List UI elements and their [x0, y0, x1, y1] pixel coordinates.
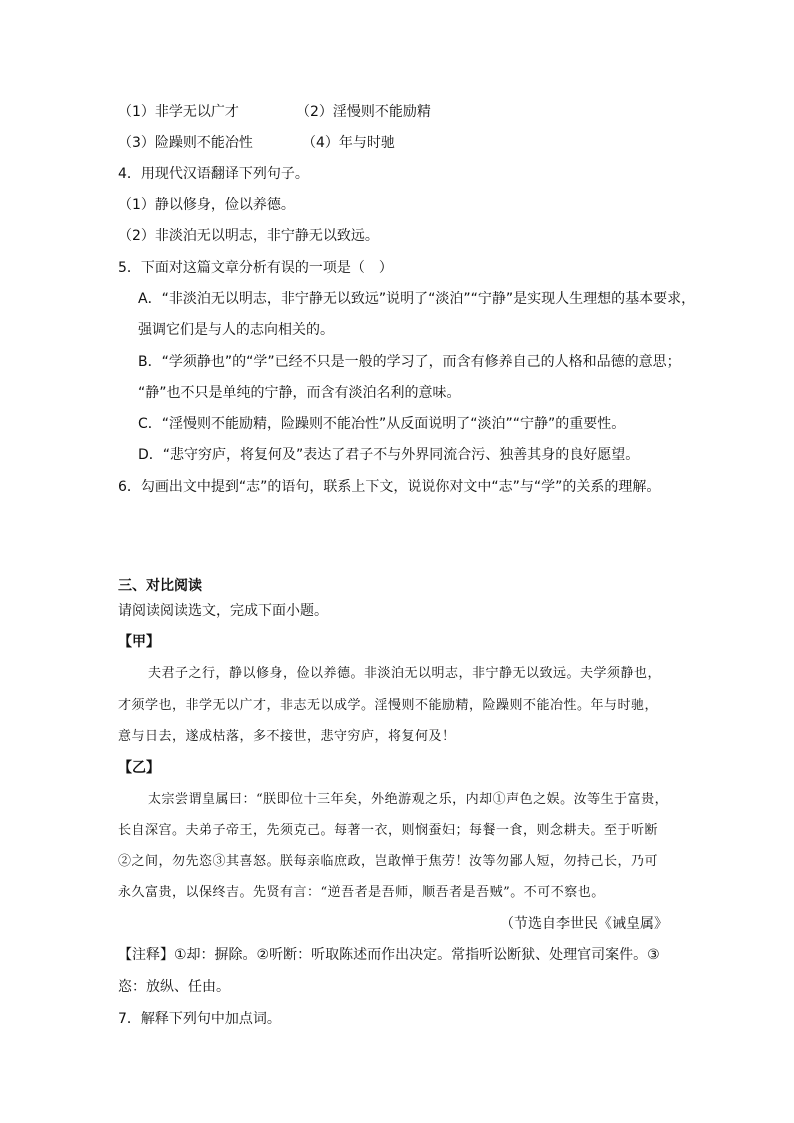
q5-option-d: D．“悲守穷庐，将复何及”表达了君子不与外界同流合污、独善其身的良好愿望。	[138, 447, 640, 463]
section-3-intro: 请阅读阅读选文，完成下面小题。	[118, 603, 328, 619]
q3-options-row-1	[118, 102, 431, 122]
q5-option-b-line-1: B．“学须静也”的“学”已经不只是一般的学习了，而含有修养自己的人格和品德的意思；	[138, 354, 681, 370]
passage-yi-line-2: 长自深宫。夫弟子帝王，先须克己。每著一衣，则悯蚕妇；每餐一食，则念耕夫。至于听断	[118, 823, 659, 838]
q3-option-1: （1）非学无以广才	[118, 104, 239, 120]
passage-yi-line-1: 太宗尝谓皇属曰：“朕即位十三年矣，外绝游观之乐，内却①声色之娱。汝等生于富贵，	[148, 792, 669, 807]
q5-option-b-line-2: “静”也不只是单纯的宁静，而含有淡泊名利的意味。	[138, 385, 461, 401]
q3-option-3: （3）险躁则不能冶性	[118, 135, 253, 151]
q3-option-2: （2）淫慢则不能励精	[296, 104, 431, 120]
q5-option-c: C．“淫慢则不能励精，险躁则不能冶性”从反面说明了“淡泊”“宁静”的重要性。	[138, 416, 626, 432]
q5-option-a-line-2: 强调它们是与人的志向相关的。	[138, 322, 334, 338]
q5-option-a-line-1: A．“非淡泊无以明志，非宁静无以致远”说明了“淡泊”“宁静”是实现人生理想的基本要求，	[138, 291, 696, 307]
passage-jia-line-1: 夫君子之行，静以修身，俭以养德。非淡泊无以明志，非宁静无以致远。夫学须静也，	[148, 666, 662, 681]
q5-stem: 5．下面对这篇文章分析有误的一项是（ ）	[118, 260, 393, 276]
passage-yi-label: 【乙】	[118, 760, 160, 776]
annotation-line-2: 恣：放纵、任由。	[118, 979, 230, 995]
passage-yi-line-3: ②之间，勿先恣③其喜怒。朕每亲临庶政，岂敢惮于焦劳！汝等勿鄙人短，勿持己长，乃可	[118, 854, 659, 869]
passage-jia-label: 【甲】	[118, 634, 160, 650]
passage-jia-line-3: 意与日去，遂成枯落，多不接世，悲守穷庐，将复何及！	[118, 729, 456, 744]
passage-jia-line-2: 才须学也，非学无以广才，非志无以成学。淫慢则不能励精，险躁则不能冶性。年与时驰，	[118, 698, 659, 713]
q3-options-row-2	[118, 133, 395, 153]
passage-yi-line-4: 永久富贵，以保终吉。先贤有言：“逆吾者是吾师，顺吾者是吾贼”。不可不察也。	[118, 885, 605, 900]
q7-question: 7．解释下列句中加点词。	[118, 1011, 281, 1027]
q6-question: 6．勾画出文中提到“志”的语句，联系上下文，说说你对文中“志”与“学”的关系的理解。	[118, 479, 661, 495]
q4-sentence-1: （1）静以修身，俭以养德。	[118, 197, 295, 213]
section-3-heading: 三、对比阅读	[118, 578, 202, 594]
passage-source: （节选自李世民《诫皇属》	[500, 916, 668, 932]
q4-stem: 4．用现代汉语翻译下列句子。	[118, 166, 309, 182]
q3-option-4: （4）年与时驰	[302, 135, 395, 151]
annotation-line-1: 【注释】①却：摒除。②听断：听取陈述而作出决定。常指听讼断狱、处理官司案件。③	[118, 947, 660, 963]
q4-sentence-2: （2）非淡泊无以明志，非宁静无以致远。	[118, 228, 379, 244]
